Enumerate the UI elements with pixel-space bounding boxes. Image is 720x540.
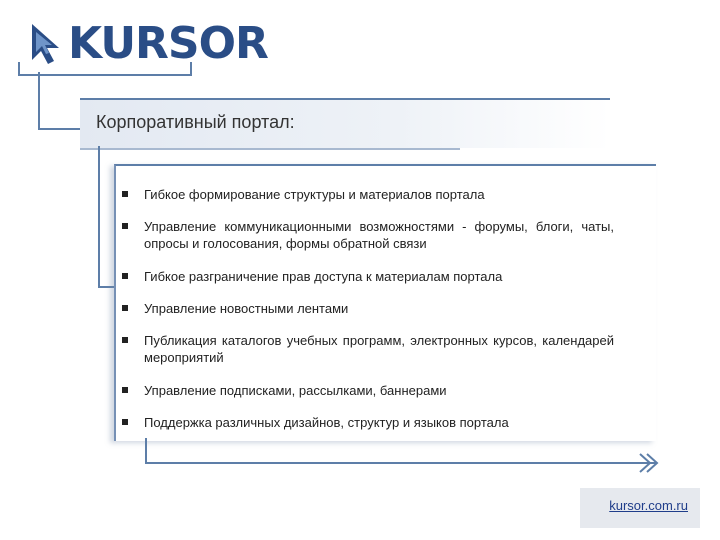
- list-item-text: Гибкое формирование структуры и материалов портала: [144, 187, 485, 202]
- double-chevron-right-icon: [638, 452, 668, 474]
- divider: [80, 148, 460, 150]
- bullet-icon: [122, 387, 128, 393]
- list-item: [144, 268, 614, 285]
- bullet-icon: [122, 223, 128, 229]
- list-item-text: Управление подписками, рассылками, баннерами: [144, 383, 447, 398]
- list-item-text: Гибкое разграничение прав доступа к материалам портала: [144, 269, 503, 284]
- section-header: [80, 98, 610, 148]
- list-item: [144, 332, 614, 366]
- page-title: Корпоративный портал:: [96, 112, 295, 132]
- list-item-text: Управление коммуникационными возможностями - форумы, блоги, чаты, опросы и голосования, формы обратной связи: [144, 219, 614, 251]
- bullet-icon: [122, 273, 128, 279]
- feature-list-panel: [114, 164, 656, 441]
- bullet-icon: [122, 337, 128, 343]
- list-item: [144, 382, 614, 399]
- list-item: [144, 300, 614, 317]
- logo-text: KURSOR: [68, 18, 268, 69]
- bullet-icon: [122, 305, 128, 311]
- kursor-logo: [28, 18, 268, 69]
- list-item: [144, 414, 614, 431]
- bullet-icon: [122, 419, 128, 425]
- website-link[interactable]: kursor.com.ru: [609, 498, 688, 513]
- list-item: [144, 218, 614, 252]
- cursor-arrow-icon: [28, 22, 72, 66]
- footer-url-box: [580, 488, 700, 528]
- connector-line: [38, 72, 82, 130]
- connector-line: [145, 438, 657, 464]
- list-item-text: Публикация каталогов учебных программ, электронных курсов, календарей мероприятий: [144, 333, 614, 365]
- bullet-icon: [122, 191, 128, 197]
- list-item: [144, 186, 614, 203]
- list-item-text: Управление новостными лентами: [144, 301, 349, 316]
- list-item-text: Поддержка различных дизайнов, структур и языков портала: [144, 415, 509, 430]
